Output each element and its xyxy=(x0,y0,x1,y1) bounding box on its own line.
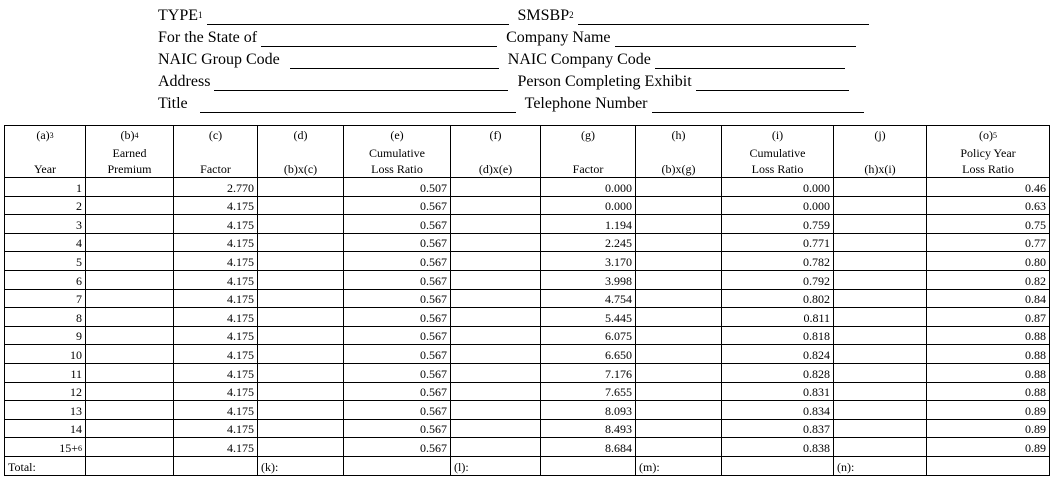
cell-year: 13 xyxy=(5,401,86,420)
total-m-cell[interactable]: (m): xyxy=(636,456,722,475)
table-row xyxy=(5,345,1050,364)
cell-year: 2 xyxy=(5,196,86,215)
input-cell[interactable] xyxy=(86,456,174,475)
title-field xyxy=(158,95,516,113)
input-cell[interactable] xyxy=(636,215,722,234)
cell-c: 4.175 xyxy=(174,196,258,215)
header-row-1 xyxy=(158,3,869,25)
table-row xyxy=(5,252,1050,271)
input-cell[interactable] xyxy=(86,382,174,401)
input-cell[interactable] xyxy=(451,401,541,420)
input-cell[interactable] xyxy=(636,382,722,401)
total-label-cell: Total: xyxy=(5,456,86,475)
cell-g: 5.445 xyxy=(541,308,636,327)
cell-g: 8.493 xyxy=(541,419,636,438)
company-name-input-line[interactable] xyxy=(615,30,856,47)
smsbp-label: SMSBP$^2$ xyxy=(517,7,574,24)
cell-g: 4.754 xyxy=(541,289,636,308)
column-heading-cell: Cumulative Loss Ratio xyxy=(344,143,451,178)
input-cell[interactable] xyxy=(86,419,174,438)
table-row xyxy=(5,178,1050,197)
cell-e: 0.567 xyxy=(344,326,451,345)
cell-g: 8.093 xyxy=(541,401,636,420)
input-cell[interactable] xyxy=(636,308,722,327)
cell-c: 2.770 xyxy=(174,178,258,197)
total-row xyxy=(5,456,1050,475)
header-row-5 xyxy=(158,91,864,113)
cell-i: 0.771 xyxy=(722,233,834,252)
cell-c: 4.175 xyxy=(174,326,258,345)
cell-o: 0.80 xyxy=(927,252,1050,271)
column-code-row xyxy=(5,126,1050,144)
column-heading-row xyxy=(5,143,1050,178)
column-code-cell: (d) xyxy=(258,126,344,144)
input-cell[interactable] xyxy=(636,178,722,197)
cell-o: 0.46 xyxy=(927,178,1050,197)
input-cell[interactable] xyxy=(834,363,927,382)
input-cell[interactable] xyxy=(636,438,722,457)
header-row-4 xyxy=(158,69,849,91)
address-label: Address xyxy=(158,73,211,90)
column-heading-cell: Year xyxy=(5,143,86,178)
input-cell[interactable] xyxy=(258,178,344,197)
cell-i: 0.759 xyxy=(722,215,834,234)
input-cell[interactable] xyxy=(834,308,927,327)
cell-o: 0.63 xyxy=(927,196,1050,215)
cell-e: 0.567 xyxy=(344,308,451,327)
cell-g: 2.245 xyxy=(541,233,636,252)
cell-g: 0.000 xyxy=(541,196,636,215)
total-k-cell[interactable]: (k): xyxy=(258,456,344,475)
input-cell[interactable] xyxy=(86,252,174,271)
input-cell[interactable] xyxy=(258,270,344,289)
type-label: TYPE$^1$ xyxy=(158,7,203,24)
cell-year: 14 xyxy=(5,419,86,438)
input-cell[interactable] xyxy=(258,289,344,308)
naic-group-input-line[interactable] xyxy=(290,52,499,69)
cell-i: 0.838 xyxy=(722,438,834,457)
input-cell[interactable] xyxy=(451,382,541,401)
input-cell[interactable] xyxy=(834,401,927,420)
cell-year: 15+$^6$ xyxy=(5,438,86,457)
naic-company-label: NAIC Company Code xyxy=(507,51,651,68)
cell-c: 4.175 xyxy=(174,270,258,289)
input-cell[interactable] xyxy=(636,419,722,438)
cell-i: 0.000 xyxy=(722,178,834,197)
cell-o: 0.88 xyxy=(927,345,1050,364)
cell-i: 0.837 xyxy=(722,419,834,438)
column-heading-cell: Cumulative Loss Ratio xyxy=(722,143,834,178)
cell-g: 1.194 xyxy=(541,215,636,234)
input-cell[interactable] xyxy=(258,419,344,438)
input-cell[interactable] xyxy=(834,289,927,308)
column-code-cell: (g) xyxy=(541,126,636,144)
cell-e: 0.567 xyxy=(344,419,451,438)
input-cell[interactable] xyxy=(86,270,174,289)
column-heading-cell: Factor xyxy=(174,143,258,178)
loss-ratio-table xyxy=(4,125,1050,476)
cell-e: 0.567 xyxy=(344,438,451,457)
input-cell[interactable] xyxy=(636,289,722,308)
cell-e: 0.567 xyxy=(344,363,451,382)
naic-group-field xyxy=(158,51,499,69)
input-cell[interactable] xyxy=(451,178,541,197)
input-cell[interactable] xyxy=(636,401,722,420)
cell-c: 4.175 xyxy=(174,233,258,252)
column-heading-cell: (b)x(c) xyxy=(258,143,344,178)
input-cell[interactable] xyxy=(451,270,541,289)
cell-c: 4.175 xyxy=(174,215,258,234)
input-cell[interactable] xyxy=(834,438,927,457)
total-n-cell[interactable]: (n): xyxy=(834,456,927,475)
table-row xyxy=(5,382,1050,401)
cell-c: 4.175 xyxy=(174,345,258,364)
title-label: Title xyxy=(158,95,188,112)
cell-i: 0.782 xyxy=(722,252,834,271)
input-cell[interactable] xyxy=(258,401,344,420)
input-cell[interactable] xyxy=(86,196,174,215)
input-cell[interactable] xyxy=(834,178,927,197)
title-input-line[interactable] xyxy=(200,96,516,113)
input-cell[interactable] xyxy=(451,345,541,364)
cell-year: 5 xyxy=(5,252,86,271)
person-input-line[interactable] xyxy=(696,74,849,91)
input-cell[interactable] xyxy=(86,345,174,364)
input-cell[interactable] xyxy=(636,345,722,364)
cell-e: 0.567 xyxy=(344,215,451,234)
input-cell[interactable] xyxy=(636,270,722,289)
column-code-cell: $(a)^3$ xyxy=(5,126,86,144)
header-row-2 xyxy=(158,25,856,47)
input-cell[interactable] xyxy=(451,438,541,457)
column-code-cell: $(b)^4$ xyxy=(86,126,174,144)
cell-o: 0.89 xyxy=(927,438,1050,457)
naic-company-input-line[interactable] xyxy=(655,52,845,69)
input-cell[interactable] xyxy=(636,326,722,345)
cell-year: 12 xyxy=(5,382,86,401)
input-cell[interactable] xyxy=(258,438,344,457)
table-row xyxy=(5,308,1050,327)
input-cell[interactable] xyxy=(834,215,927,234)
input-cell[interactable] xyxy=(344,456,451,475)
cell-g: 3.170 xyxy=(541,252,636,271)
input-cell[interactable] xyxy=(927,456,1050,475)
cell-o: 0.89 xyxy=(927,419,1050,438)
cell-c: 4.175 xyxy=(174,308,258,327)
input-cell[interactable] xyxy=(834,326,927,345)
input-cell[interactable] xyxy=(722,456,834,475)
naic-company-field xyxy=(508,51,845,69)
cell-year: 4 xyxy=(5,233,86,252)
cell-e: 0.567 xyxy=(344,382,451,401)
company-name-label: Company Name xyxy=(506,29,611,46)
input-cell[interactable] xyxy=(258,252,344,271)
cell-o: 0.88 xyxy=(927,326,1050,345)
input-cell[interactable] xyxy=(258,382,344,401)
input-cell[interactable] xyxy=(86,178,174,197)
cell-o: 0.89 xyxy=(927,401,1050,420)
cell-i: 0.831 xyxy=(722,382,834,401)
cell-i: 0.792 xyxy=(722,270,834,289)
input-cell[interactable] xyxy=(834,345,927,364)
table-row xyxy=(5,196,1050,215)
input-cell[interactable] xyxy=(636,233,722,252)
telephone-input-line[interactable] xyxy=(652,96,864,113)
input-cell[interactable] xyxy=(451,215,541,234)
company-name-field xyxy=(506,29,855,47)
input-cell[interactable] xyxy=(451,289,541,308)
cell-year: 8 xyxy=(5,308,86,327)
column-code-cell: (c) xyxy=(174,126,258,144)
input-cell[interactable] xyxy=(451,326,541,345)
cell-c: 4.175 xyxy=(174,382,258,401)
cell-g: 3.998 xyxy=(541,270,636,289)
type-input-line[interactable] xyxy=(207,8,509,25)
input-cell[interactable] xyxy=(86,215,174,234)
cell-e: 0.567 xyxy=(344,196,451,215)
cell-g: 6.650 xyxy=(541,345,636,364)
column-code-cell: (j) xyxy=(834,126,927,144)
input-cell[interactable] xyxy=(258,215,344,234)
input-cell[interactable] xyxy=(86,363,174,382)
cell-year: 11 xyxy=(5,363,86,382)
input-cell[interactable] xyxy=(86,289,174,308)
cell-c: 4.175 xyxy=(174,363,258,382)
table-row xyxy=(5,363,1050,382)
naic-group-label: NAIC Group Code xyxy=(158,51,280,68)
cell-g: 8.684 xyxy=(541,438,636,457)
column-heading-cell: (d)x(e) xyxy=(451,143,541,178)
cell-e: 0.567 xyxy=(344,270,451,289)
address-input-line[interactable] xyxy=(214,74,508,91)
cell-o: 0.82 xyxy=(927,270,1050,289)
table-row xyxy=(5,438,1050,457)
table-row xyxy=(5,289,1050,308)
cell-year: 6 xyxy=(5,270,86,289)
input-cell[interactable] xyxy=(86,308,174,327)
input-cell[interactable] xyxy=(86,326,174,345)
column-heading-cell: Factor xyxy=(541,143,636,178)
cell-i: 0.824 xyxy=(722,345,834,364)
input-cell[interactable] xyxy=(86,233,174,252)
input-cell[interactable] xyxy=(451,252,541,271)
input-cell[interactable] xyxy=(258,233,344,252)
cell-o: 0.87 xyxy=(927,308,1050,327)
table-row xyxy=(5,419,1050,438)
state-input-line[interactable] xyxy=(261,30,497,47)
column-code-cell: (i) xyxy=(722,126,834,144)
input-cell[interactable] xyxy=(636,196,722,215)
total-l-cell[interactable]: (l): xyxy=(451,456,541,475)
input-cell[interactable] xyxy=(834,270,927,289)
input-cell[interactable] xyxy=(451,363,541,382)
table-row xyxy=(5,215,1050,234)
input-cell[interactable] xyxy=(451,419,541,438)
cell-o: 0.77 xyxy=(927,233,1050,252)
cell-i: 0.802 xyxy=(722,289,834,308)
column-code-cell: (e) xyxy=(344,126,451,144)
input-cell[interactable] xyxy=(451,233,541,252)
input-cell[interactable] xyxy=(258,196,344,215)
state-label: For the State of xyxy=(158,29,258,46)
address-field xyxy=(158,73,508,91)
person-field xyxy=(517,73,848,91)
input-cell[interactable] xyxy=(258,326,344,345)
cell-c: 4.175 xyxy=(174,438,258,457)
input-cell[interactable] xyxy=(258,308,344,327)
column-heading-cell: (h)x(i) xyxy=(834,143,927,178)
input-cell[interactable] xyxy=(636,363,722,382)
column-code-cell: $(o)^5$ xyxy=(927,126,1050,144)
column-heading-cell: Earned Premium xyxy=(86,143,174,178)
cell-e: 0.567 xyxy=(344,252,451,271)
cell-e: 0.567 xyxy=(344,345,451,364)
cell-i: 0.811 xyxy=(722,308,834,327)
input-cell[interactable] xyxy=(834,233,927,252)
cell-e: 0.567 xyxy=(344,233,451,252)
cell-year: 10 xyxy=(5,345,86,364)
cell-g: 7.176 xyxy=(541,363,636,382)
column-code-cell: (f) xyxy=(451,126,541,144)
cell-g: 0.000 xyxy=(541,178,636,197)
cell-c: 4.175 xyxy=(174,252,258,271)
input-cell[interactable] xyxy=(834,252,927,271)
cell-e: 0.567 xyxy=(344,289,451,308)
cell-g: 7.655 xyxy=(541,382,636,401)
input-cell[interactable] xyxy=(451,308,541,327)
input-cell[interactable] xyxy=(258,363,344,382)
smsbp-input-line[interactable] xyxy=(578,8,869,25)
header-row-3 xyxy=(158,47,845,69)
cell-o: 0.88 xyxy=(927,382,1050,401)
cell-g: 6.075 xyxy=(541,326,636,345)
input-cell[interactable] xyxy=(636,252,722,271)
input-cell[interactable] xyxy=(834,196,927,215)
table-row xyxy=(5,270,1050,289)
input-cell[interactable] xyxy=(451,196,541,215)
cell-c: 4.175 xyxy=(174,401,258,420)
cell-o: 0.88 xyxy=(927,363,1050,382)
cell-year: 3 xyxy=(5,215,86,234)
cell-i: 0.834 xyxy=(722,401,834,420)
person-label: Person Completing Exhibit xyxy=(517,73,692,90)
cell-i: 0.828 xyxy=(722,363,834,382)
cell-o: 0.75 xyxy=(927,215,1050,234)
input-cell[interactable] xyxy=(174,456,258,475)
cell-i: 0.818 xyxy=(722,326,834,345)
smsbp-field xyxy=(518,7,869,25)
column-heading-cell: Policy Year Loss Ratio xyxy=(927,143,1050,178)
cell-year: 7 xyxy=(5,289,86,308)
table-row xyxy=(5,233,1050,252)
cell-c: 4.175 xyxy=(174,419,258,438)
input-cell[interactable] xyxy=(834,419,927,438)
cell-i: 0.000 xyxy=(722,196,834,215)
input-cell[interactable] xyxy=(541,456,636,475)
column-heading-cell: (b)x(g) xyxy=(636,143,722,178)
table-row xyxy=(5,326,1050,345)
column-code-cell: (h) xyxy=(636,126,722,144)
type-field xyxy=(158,7,509,25)
table-row xyxy=(5,401,1050,420)
telephone-field xyxy=(525,95,864,113)
cell-year: 9 xyxy=(5,326,86,345)
cell-c: 4.175 xyxy=(174,289,258,308)
cell-o: 0.84 xyxy=(927,289,1050,308)
input-cell[interactable] xyxy=(86,401,174,420)
cell-e: 0.507 xyxy=(344,178,451,197)
input-cell[interactable] xyxy=(834,382,927,401)
cell-year: 1 xyxy=(5,178,86,197)
state-field xyxy=(158,29,497,47)
input-cell[interactable] xyxy=(86,438,174,457)
input-cell[interactable] xyxy=(258,345,344,364)
telephone-label: Telephone Number xyxy=(524,95,648,112)
cell-e: 0.567 xyxy=(344,401,451,420)
